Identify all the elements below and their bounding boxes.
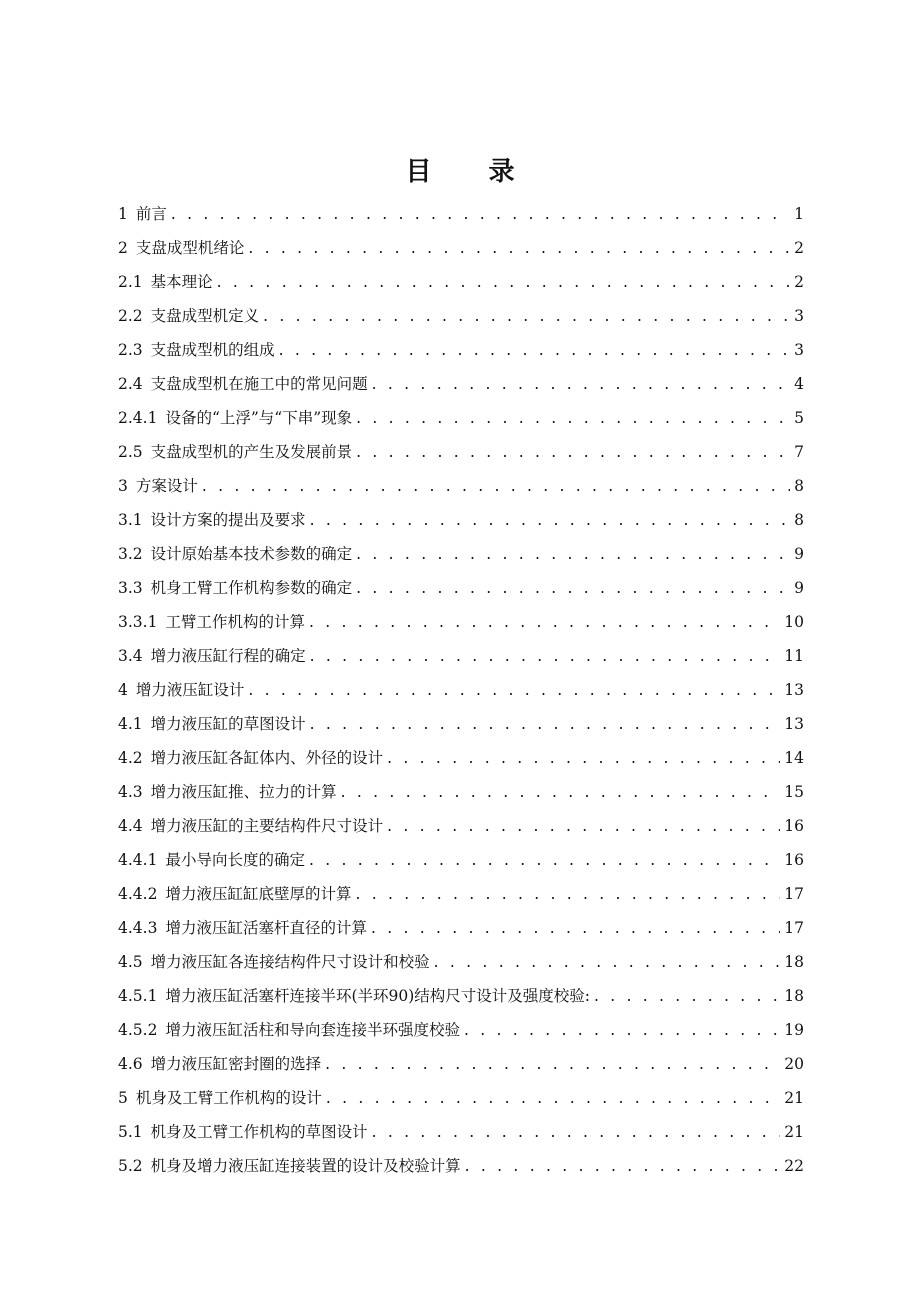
toc-entry-title: 支盘成型机定义 [150,307,260,325]
toc-entry-title: 增力液压缸缸底壁厚的计算 [165,885,352,903]
table-of-contents [118,197,804,1183]
toc-dot-leader [434,945,781,979]
toc-entry-page: 8 [794,477,804,495]
toc-dot-leader [465,1149,781,1183]
toc-entry-page: 11 [784,647,804,665]
toc-entry-title: 机身及工臂工作机构的设计 [135,1089,322,1107]
toc-entry-title: 设备的“上浮”与“下串”现象 [165,409,353,427]
toc-entry[interactable] [118,197,804,231]
toc-entry-page: 21 [784,1089,804,1107]
toc-entry[interactable] [118,775,804,809]
toc-entry-title: 机身工臂工作机构参数的确定 [150,579,353,597]
toc-entry-number: 4.3 [118,783,143,801]
toc-dot-leader [171,197,790,231]
toc-entry-title: 支盘成型机的组成 [150,341,275,359]
toc-dot-leader [372,367,790,401]
toc-entry-number: 2.2 [118,307,143,325]
toc-entry-title: 支盘成型机在施工中的常见问题 [150,375,368,393]
toc-entry-title: 工臂工作机构的计算 [165,613,305,631]
toc-entry-page: 19 [784,1021,804,1039]
toc-entry-number: 4.4 [118,817,143,835]
toc-entry-number: 4.5 [118,953,143,971]
toc-entry[interactable] [118,1013,804,1047]
toc-entry-title: 增力液压缸各缸体内、外径的设计 [150,749,384,767]
page-title: 目 录 [405,157,539,187]
toc-dot-leader [309,843,780,877]
toc-entry[interactable] [118,877,804,911]
toc-entry-title: 增力液压缸的主要结构件尺寸设计 [150,817,384,835]
toc-entry-number: 4.6 [118,1055,143,1073]
toc-entry-title: 前言 [135,205,167,223]
toc-entry-title: 最小导向长度的确定 [165,851,305,869]
toc-entry-number: 5.1 [118,1123,143,1141]
toc-entry[interactable] [118,843,804,877]
toc-entry-title: 基本理论 [150,273,213,291]
toc-entry-page: 18 [784,953,804,971]
toc-entry[interactable] [118,1047,804,1081]
toc-entry-title: 方案设计 [135,477,198,495]
toc-entry-page: 10 [784,613,804,631]
toc-dot-leader [341,775,781,809]
toc-entry-number: 2.4 [118,375,143,393]
toc-entry-page: 9 [794,545,804,563]
toc-entry-number: 5.2 [118,1157,143,1175]
toc-entry[interactable] [118,605,804,639]
toc-entry[interactable] [118,945,804,979]
toc-entry[interactable] [118,979,804,1013]
toc-dot-leader [594,979,780,1013]
toc-entry-page: 22 [784,1157,804,1175]
toc-entry-number: 2.1 [118,273,143,291]
toc-entry-title: 机身及增力液压缸连接装置的设计及校验计算 [150,1157,461,1175]
toc-entry-title: 支盘成型机的产生及发展前景 [150,443,353,461]
toc-entry-number: 2 [118,239,128,257]
toc-entry[interactable] [118,673,804,707]
toc-entry-page: 3 [794,341,804,359]
toc-entry-title: 设计原始基本技术参数的确定 [150,545,353,563]
toc-entry-title: 机身及工臂工作机构的草图设计 [150,1123,368,1141]
toc-entry-page: 17 [784,885,804,903]
toc-entry-number: 2.4.1 [118,409,158,427]
toc-entry-title: 增力液压缸密封圈的选择 [150,1055,322,1073]
toc-dot-leader [356,435,790,469]
toc-entry[interactable] [118,1149,804,1183]
toc-entry-number: 4.1 [118,715,143,733]
toc-dot-leader [387,741,780,775]
toc-entry[interactable] [118,1081,804,1115]
toc-entry-page: 7 [794,443,804,461]
toc-entry[interactable] [118,435,804,469]
toc-dot-leader [202,469,790,503]
toc-entry[interactable] [118,639,804,673]
toc-entry-title: 支盘成型机绪论 [135,239,245,257]
toc-entry-page: 13 [784,681,804,699]
toc-entry-number: 4.4.1 [118,851,158,869]
toc-entry-page: 16 [784,851,804,869]
toc-entry-number: 4.2 [118,749,143,767]
toc-entry-title: 增力液压缸活塞杆直径的计算 [165,919,367,937]
toc-entry-number: 5 [118,1089,128,1107]
toc-entry-page: 9 [794,579,804,597]
toc-dot-leader [309,605,780,639]
toc-dot-leader [372,1115,781,1149]
toc-entry-number: 4.5.2 [118,1021,158,1039]
toc-entry[interactable] [118,707,804,741]
toc-entry[interactable] [118,231,804,265]
toc-dot-leader [356,537,790,571]
toc-entry-page: 14 [784,749,804,767]
toc-entry[interactable] [118,299,804,333]
toc-entry-title: 增力液压缸活柱和导向套连接半环强度校验 [165,1021,460,1039]
toc-entry-number: 4.4.2 [118,885,158,903]
toc-entry[interactable] [118,333,804,367]
toc-entry-number: 4.4.3 [118,919,158,937]
toc-entry-number: 4.5.1 [118,987,158,1005]
toc-entry[interactable] [118,367,804,401]
toc-entry-page: 16 [784,817,804,835]
toc-entry-title: 增力液压缸行程的确定 [150,647,306,665]
toc-entry-page: 13 [784,715,804,733]
toc-entry-title: 增力液压缸推、拉力的计算 [150,783,337,801]
toc-entry[interactable] [118,401,804,435]
toc-dot-leader [356,571,790,605]
toc-dot-leader [263,299,790,333]
toc-dot-leader [217,265,790,299]
toc-entry-title: 增力液压缸各连接结构件尺寸设计和校验 [150,953,430,971]
toc-entry-number: 4 [118,681,128,699]
toc-dot-leader [464,1013,780,1047]
toc-entry-page: 1 [794,205,804,223]
toc-dot-leader [248,673,780,707]
toc-entry-page: 15 [784,783,804,801]
toc-entry-title: 设计方案的提出及要求 [150,511,306,529]
toc-entry-page: 17 [784,919,804,937]
toc-entry[interactable] [118,571,804,605]
toc-dot-leader [310,707,781,741]
toc-entry-number: 3.2 [118,545,143,563]
toc-entry[interactable] [118,1115,804,1149]
toc-entry-title: 增力液压缸设计 [135,681,245,699]
toc-dot-leader [326,1081,780,1115]
toc-entry[interactable] [118,469,804,503]
toc-dot-leader [248,231,790,265]
toc-entry-page: 20 [784,1055,804,1073]
toc-entry-number: 2.5 [118,443,143,461]
toc-entry[interactable] [118,911,804,945]
toc-entry-page: 8 [794,511,804,529]
toc-entry-number: 3.4 [118,647,143,665]
toc-dot-leader [355,877,780,911]
toc-entry-number: 3.3 [118,579,143,597]
toc-entry-page: 3 [794,307,804,325]
toc-entry-page: 21 [784,1123,804,1141]
toc-entry-number: 3 [118,477,128,495]
toc-dot-leader [310,503,790,537]
toc-entry[interactable] [118,809,804,843]
toc-dot-leader [356,401,790,435]
toc-entry[interactable] [118,741,804,775]
toc-dot-leader [325,1047,780,1081]
toc-entry-number: 3.3.1 [118,613,158,631]
toc-entry-title: 增力液压缸活塞杆连接半环(半环90)结构尺寸设计及强度校验: [165,987,590,1005]
toc-entry-page: 2 [794,239,804,257]
toc-entry-page: 4 [794,375,804,393]
toc-entry-number: 1 [118,205,128,223]
toc-entry[interactable] [118,537,804,571]
toc-dot-leader [279,333,790,367]
toc-dot-leader [371,911,780,945]
toc-entry-title: 增力液压缸的草图设计 [150,715,306,733]
toc-dot-leader [387,809,780,843]
toc-entry-page: 18 [784,987,804,1005]
toc-entry[interactable] [118,265,804,299]
toc-dot-leader [310,639,781,673]
toc-entry-page: 5 [794,409,804,427]
toc-entry[interactable] [118,503,804,537]
toc-entry-number: 3.1 [118,511,143,529]
toc-entry-number: 2.3 [118,341,143,359]
toc-entry-page: 2 [794,273,804,291]
